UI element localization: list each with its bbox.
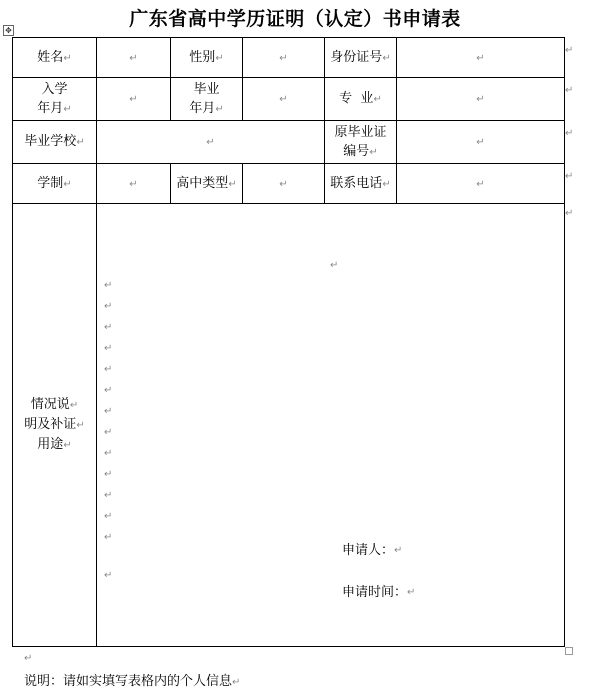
- table-move-handle-icon[interactable]: ✥: [3, 25, 14, 36]
- paragraph-mark: ↵: [104, 490, 113, 501]
- row-end-mark: ↵: [565, 45, 574, 56]
- situation-label-cell: 情况说↵ 明及补证↵ 用途↵: [13, 204, 97, 647]
- apply-time-label: 申请时间：: [342, 585, 408, 600]
- paragraph-mark: ↵: [373, 94, 382, 105]
- paragraph-mark: ↵: [330, 260, 339, 271]
- major-label-cell: 专 业↵: [325, 78, 397, 121]
- paragraph-mark: ↵: [476, 94, 485, 105]
- paragraph-mark: ↵: [76, 420, 85, 431]
- table-row: [13, 204, 565, 647]
- row-end-mark: ↵: [565, 85, 574, 96]
- applicant-label: 申请人：: [342, 543, 395, 558]
- paragraph-mark: ↵: [63, 178, 72, 190]
- paragraph-mark: ↵: [76, 137, 85, 148]
- paragraph-mark: ↵: [129, 178, 138, 190]
- paragraph-mark: ↵: [279, 94, 288, 105]
- paragraph-mark: ↵: [382, 178, 391, 190]
- row-end-mark: ↵: [565, 128, 574, 139]
- id-value-cell[interactable]: [397, 38, 565, 78]
- paragraph-mark: ↵: [206, 137, 215, 148]
- cert-no-value-cell[interactable]: [397, 121, 565, 164]
- paragraph-mark: ↵: [407, 587, 416, 598]
- name-label-cell: 姓名↵: [13, 38, 97, 78]
- school-value-cell[interactable]: [97, 121, 325, 164]
- paragraph-mark: ↵: [104, 427, 113, 438]
- paragraph-mark: ↵: [63, 52, 72, 64]
- system-label-cell: 学制↵: [13, 164, 97, 204]
- paragraph-mark: ↵: [24, 653, 33, 664]
- paragraph-mark: ↵: [279, 178, 288, 190]
- paragraph-mark: ↵: [104, 343, 113, 354]
- paragraph-mark: ↵: [104, 570, 113, 581]
- grad-value-cell[interactable]: [243, 78, 325, 121]
- table-row: [13, 164, 565, 204]
- table-resize-handle-icon[interactable]: [565, 647, 573, 655]
- paragraph-mark: ↵: [104, 364, 113, 375]
- row-end-mark: ↵: [565, 208, 574, 219]
- grad-label-cell: 毕业 年月↵: [171, 78, 243, 121]
- paragraph-mark: ↵: [63, 103, 72, 115]
- cert-no-label-cell: 原毕业证 编号↵: [325, 121, 397, 164]
- paragraph-mark: ↵: [279, 52, 288, 64]
- apply-time-line: [342, 583, 416, 602]
- paragraph-mark: ↵: [104, 448, 113, 459]
- paragraph-mark: ↵: [369, 146, 378, 158]
- paragraph-mark: ↵: [476, 137, 485, 148]
- school-label-cell: 毕业学校↵: [13, 121, 97, 164]
- paragraph-mark: ↵: [215, 52, 224, 64]
- enroll-value-cell[interactable]: [97, 78, 171, 121]
- system-value-cell[interactable]: [97, 164, 171, 204]
- phone-value-cell[interactable]: [397, 164, 565, 204]
- table-row: [13, 38, 565, 78]
- paragraph-mark: ↵: [476, 178, 485, 190]
- paragraph-mark: ↵: [104, 406, 113, 417]
- paragraph-mark: ↵: [104, 301, 113, 312]
- enroll-label-cell: 入学 年月↵: [13, 78, 97, 121]
- gender-label-cell: 性别↵: [171, 38, 243, 78]
- row-end-mark: ↵: [565, 171, 574, 182]
- name-value-cell[interactable]: [97, 38, 171, 78]
- paragraph-mark: ↵: [215, 103, 224, 115]
- paragraph-mark: ↵: [104, 322, 113, 333]
- paragraph-mark: ↵: [382, 52, 391, 64]
- paragraph-mark: ↵: [129, 94, 138, 105]
- school-type-value-cell[interactable]: [243, 164, 325, 204]
- paragraph-mark: ↵: [394, 545, 403, 556]
- paragraph-mark: ↵: [228, 178, 237, 190]
- paragraph-mark: ↵: [63, 440, 72, 451]
- application-form-table: [12, 37, 565, 647]
- paragraph-mark: ↵: [104, 511, 113, 522]
- note-text: 说明：请如实填写表格内的个人信息↵: [24, 674, 241, 689]
- id-label-cell: 身份证号↵: [325, 38, 397, 78]
- paragraph-mark: ↵: [69, 400, 79, 411]
- school-type-label-cell: 高中类型↵: [171, 164, 243, 204]
- applicant-line: [342, 541, 403, 560]
- paragraph-mark: ↵: [129, 52, 138, 64]
- phone-label-cell: 联系电话↵: [325, 164, 397, 204]
- situation-text-area[interactable]: [97, 204, 565, 647]
- paragraph-mark: ↵: [104, 385, 113, 396]
- paragraph-mark: ↵: [104, 280, 113, 291]
- paragraph-mark: ↵: [104, 469, 113, 480]
- table-row: [13, 78, 565, 121]
- paragraph-mark: ↵: [476, 52, 485, 64]
- major-value-cell[interactable]: [397, 78, 565, 121]
- paragraph-mark: ↵: [232, 677, 241, 688]
- form-title: 广东省高中学历证明（认定）书申请表: [129, 8, 461, 30]
- paragraph-mark: ↵: [104, 532, 113, 543]
- table-row: [13, 121, 565, 164]
- gender-value-cell[interactable]: [243, 38, 325, 78]
